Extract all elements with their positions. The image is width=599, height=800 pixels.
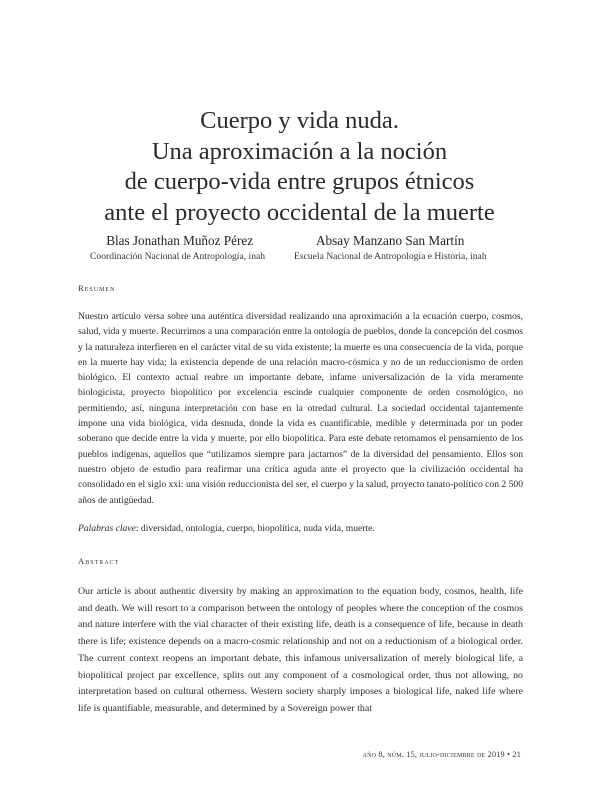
page-footer: año 8, núm. 15, julio-diciembre de 2019 • 21 xyxy=(362,750,521,759)
author-1 xyxy=(90,232,265,263)
keywords-label: Palabras clave xyxy=(78,523,136,534)
abstract-paragraph: Our article is about authentic diversity by making an approximation to the equation body, cosmos, health, life and death. We will resort to a comparison between the ontology of peoples where the conception of the cosmos and nature interfere with the vial character of their existing life, death is a consequence of life, because in death there is life; existence depends on a macro-cosmic relationship and not on a reductionism of a biological order. The current context reopens an important debate, this infamous universalization of merely biological life, a biopolitical project par excellence, splits out any component of a cosmological order, thus not allowing, no interpretation based on cultural otherness. Western society sharply imposes a biological life, naked life where life is quantifiable, measurable, and determined by a Sovereign power that xyxy=(78,586,523,714)
keywords-text: : diversidad, ontología, cuerpo, biopolítica, nuda vida, muerte. xyxy=(135,523,375,534)
resumen-paragraph: Nuestro artículo versa sobre una auténtica diversidad realizando una aproximación a la ecuación cuerpo, cosmos, salud, vida y muerte. Recurrimos a una comparación entre la ontología de pueblos, donde la concepción del cosmos y la naturaleza interfieren en el carácter vital de su vida existente; la muerte es una consecuencia de la vida, porque en la muerte hay vida; la existencia depende de una relación macro-cósmica y no de un reduccionismo de orden biológico. El contexto actual reabre un importante debate, infame universalización de la vida meramente biologicista, proyecto biopolítico por excelencia escinde cualquier componente de orden cosmológico, no permitiendo, así, ninguna interpretación con base en la otredad cultural. La sociedad occidental tajantemente impone una vida biológica, vida desnuda, donde la vida es cuantificable, medible y determinada por un poder soberano que decide entre la vida y muerte, por ello biopolítica. Para este debate retomamos el pensamiento de los pueblos indígenas, aquellos que “utilizamos siempre para jactarnos” de la diversidad del pensamiento. Ellos son nuestro objeto de estudio para reafirmar una crítica aguda ante el proyecto que la civilización occidental ha consolidado en el siglo xxi: una visión reduccionista del ser, el cuerpo y la salud, proyecto tanato-político con 2 500 años de antigüedad. xyxy=(78,311,523,506)
title-line-3: de cuerpo-vida entre grupos étnicos xyxy=(124,168,475,195)
author-2 xyxy=(294,232,487,263)
author-1-name: Blas Jonathan Muñoz Pérez xyxy=(106,233,254,248)
article-title xyxy=(60,106,539,228)
author-1-affiliation: Coordinación Nacional de Antropología, inah xyxy=(90,251,266,262)
author-2-name: Absay Manzano San Martín xyxy=(316,233,465,248)
resumen-heading: Resumen xyxy=(78,283,116,293)
title-line-4: ante el proyecto occidental de la muerte xyxy=(104,198,495,226)
title-line-1: Cuerpo y vida nuda. xyxy=(200,107,399,134)
keywords-line xyxy=(78,522,523,536)
title-line-2: Una aproximación a la noción xyxy=(151,137,448,165)
abstract-heading: Abstract xyxy=(78,556,120,566)
author-2-affiliation: Escuela Nacional de Antropología e Historia, inah xyxy=(294,251,487,262)
